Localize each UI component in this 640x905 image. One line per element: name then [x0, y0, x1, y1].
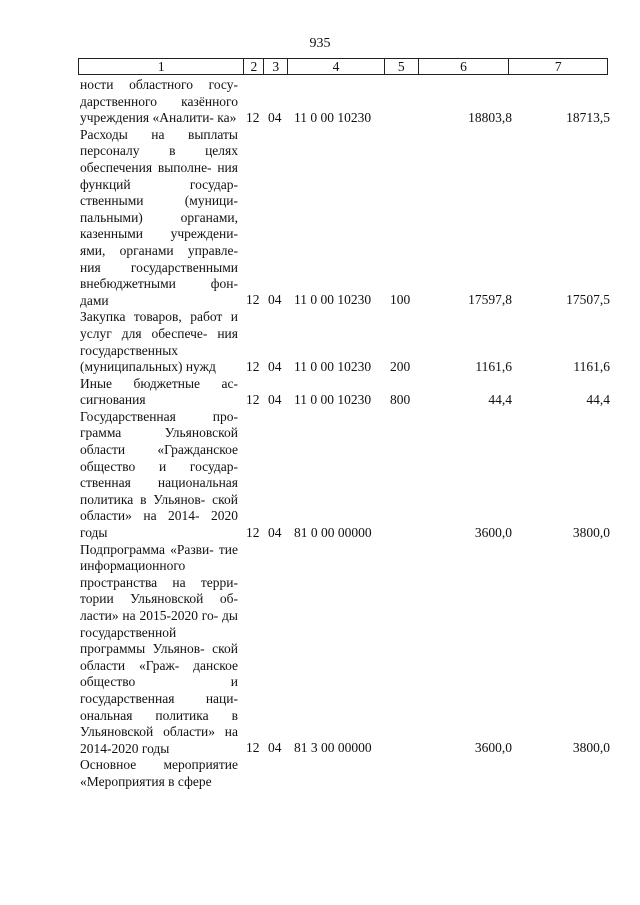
row-name: Закупка товаров, работ и услуг для обеспече- ния государственных (муниципальных) нужд: [80, 309, 238, 375]
cell-target-article: 81 0 00 00000: [294, 524, 372, 540]
header-col-7: 7: [554, 59, 562, 74]
cell-amount-1: 17597,8: [468, 292, 512, 308]
row-codes: [246, 110, 610, 127]
row-codes: [246, 359, 610, 376]
cell-amount-1: 3600,0: [474, 740, 512, 756]
row-codes: [246, 392, 610, 409]
header-col-1: 1: [79, 59, 244, 74]
row-name: Основное мероприятие «Мероприятия в сфере: [80, 757, 238, 789]
header-col-5: 5: [385, 59, 419, 74]
cell-amount-2: 3800,0: [572, 740, 610, 756]
cell-expense-type: 200: [390, 358, 411, 374]
cell-amount-1: 18803,8: [468, 109, 512, 125]
header-col-3: 3: [264, 59, 288, 74]
cell-target-article: 11 0 00 10230: [294, 391, 372, 407]
row-name: Подпрограмма «Разви- тие информационного пространства на терри- тории Ульяновской об- ласти» на 2015-2020 го- ды государственной программы Ульянов- ской области «Граж- данское общество и государственная наци- ональная политика в Ульяновской области» на 2014-2020 годы: [80, 541, 238, 756]
cell-expense-type: 800: [390, 391, 411, 407]
table-body: [80, 77, 610, 791]
cell-subsection: 04: [268, 391, 282, 407]
row-name: Государственная про- грамма Ульяновской области «Гражданское общество и государ- ственная национальная политика в Ульянов- ской области» на 2014- 2020 годы: [80, 408, 238, 541]
cell-amount-1: 1161,6: [475, 358, 512, 374]
cell-target-article: 11 0 00 10230: [294, 109, 372, 125]
cell-amount-2: 18713,5: [566, 109, 610, 125]
header-col-6: 6: [419, 59, 510, 74]
cell-subsection: 04: [268, 358, 282, 374]
cell-subsection: 04: [268, 109, 282, 125]
table-row: [80, 309, 610, 375]
row-codes: [246, 740, 610, 757]
cell-amount-2: 3800,0: [572, 524, 610, 540]
cell-subsection: 04: [268, 524, 282, 540]
page-number: 935: [309, 36, 331, 51]
cell-target-article: 11 0 00 10230: [294, 358, 372, 374]
cell-amount-2: 17507,5: [566, 292, 610, 308]
cell-section: 12: [246, 391, 260, 407]
cell-amount-2: 44,4: [586, 391, 610, 407]
cell-amount-1: 3600,0: [474, 524, 512, 540]
header-col-4: 4: [288, 59, 385, 74]
cell-amount-1: 44,4: [488, 391, 512, 407]
cell-subsection: 04: [268, 292, 282, 308]
table-row: [80, 757, 610, 790]
cell-target-article: 11 0 00 10230: [294, 292, 372, 308]
cell-expense-type: 100: [390, 292, 411, 308]
cell-section: 12: [246, 740, 260, 756]
cell-target-article: 81 3 00 00000: [294, 740, 372, 756]
table-row: [80, 542, 610, 758]
row-name: Иные бюджетные ас- сигнования: [80, 375, 238, 408]
row-codes: [246, 292, 610, 309]
cell-section: 12: [246, 358, 260, 374]
row-name: ности областного госу- дарственного казённого учреждения «Аналити- ка»: [80, 77, 238, 126]
table-row: [80, 127, 610, 310]
cell-section: 12: [246, 109, 260, 125]
table-row: [80, 376, 610, 409]
cell-subsection: 04: [268, 740, 282, 756]
row-name: Расходы на выплаты персоналу в целях обеспечения выполне- ния функций государ- ственными (муници- пальными) органами, казенными учреждени- ями, органами управле- ния государственными внебюджетными фон- дами: [80, 126, 238, 308]
table-row: [80, 409, 610, 542]
header-col-2: 2: [244, 59, 264, 74]
table-row: [80, 77, 610, 127]
table-header: [78, 58, 608, 75]
cell-section: 12: [246, 524, 260, 540]
cell-section: 12: [246, 292, 260, 308]
cell-amount-2: 1161,6: [573, 358, 610, 374]
row-codes: [246, 525, 610, 542]
